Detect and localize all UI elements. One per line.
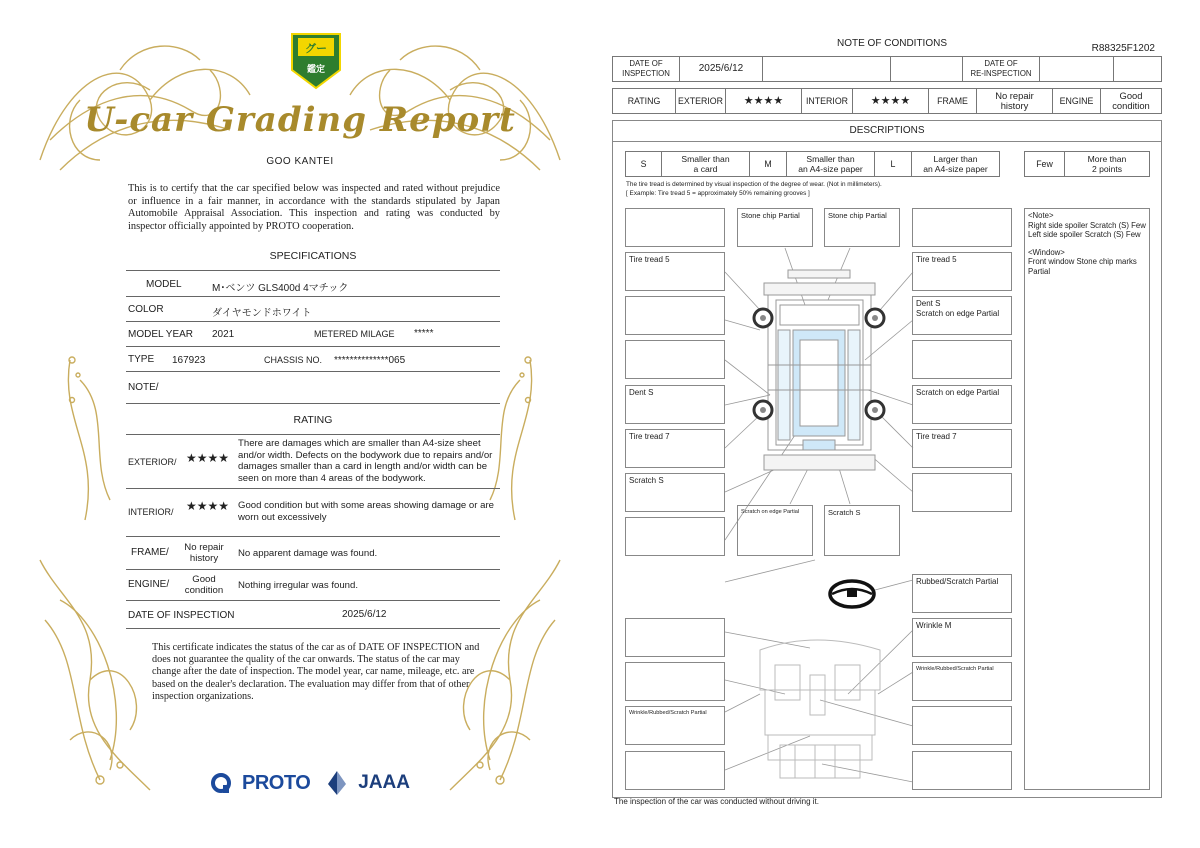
note-heading: <Note>: [1028, 211, 1054, 220]
legend-l: L: [875, 152, 912, 176]
diagram-box-tire-tread-5-left: Tire tread 5: [625, 252, 725, 291]
brand-name: GOO KANTEI: [266, 156, 334, 167]
proto-logo-text: PROTO: [242, 771, 311, 794]
engine-label: ENGINE/: [128, 579, 170, 590]
note-of-conditions-page: [600, 0, 1200, 848]
goo-kantei-badge-icon: [288, 30, 344, 90]
spec-row-note: [126, 372, 500, 404]
reinspection-label-1: DATE OF: [984, 59, 1018, 68]
rating-row-frame: [126, 537, 500, 570]
dent-s-right-line2: Scratch on edge Partial: [916, 309, 1000, 318]
diagram-box-wrinkle-rubbed-left: Wrinkle/Rubbed/Scratch Partial: [625, 706, 725, 745]
legend-s-desc-1: Smaller than: [681, 154, 730, 164]
diagram-box-wrinkle-rubbed-right: Wrinkle/Rubbed/Scratch Partial: [912, 662, 1012, 701]
badge-top-text: グー: [305, 43, 327, 55]
interior-stars: ★★★★: [186, 499, 230, 513]
spec-row-model-year: [126, 322, 500, 347]
certify-text: This is to certify that the car specified below was inspected and rated without prejudice or influence in a fair manner, in accordance with the standards stipulated by Japan Automobile Appraisal Association. This inspection and rating was conducted by inspector officially appointed by PROTO cooperation.: [128, 183, 500, 232]
mileage-value: *****: [414, 328, 434, 339]
model-year-label: MODEL YEAR: [128, 329, 194, 340]
engine-desc: Nothing irregular was found.: [238, 580, 358, 591]
diagram-box-empty: [625, 296, 725, 335]
engine-value-line1: Good: [192, 574, 216, 585]
descriptions-heading: DESCRIPTIONS: [612, 120, 1162, 142]
diagram-box-stone-chip-1: Stone chip Partial: [737, 208, 813, 247]
diagram-box-tire-tread-7-left: Tire tread 7: [625, 429, 725, 468]
color-label: COLOR: [128, 304, 164, 315]
badge-bottom-text: 鑑定: [306, 64, 325, 74]
tire-note-2: [ Example: Tire tread 5 = approximately 50% remaining grooves ]: [626, 190, 810, 197]
diagram-box-scratch-edge-right: Scratch on edge Partial: [912, 385, 1012, 424]
frame-value-line2: history: [189, 553, 219, 564]
diagram-box-scratch-edge-bottom: Scratch on edge Partial: [737, 505, 813, 556]
jaaa-logo-text: JAAA: [358, 772, 410, 793]
model-label: MODEL: [146, 279, 182, 290]
exterior-stars: ★★★★: [726, 89, 802, 113]
diagram-box-wrinkle-m: Wrinkle M: [912, 618, 1012, 657]
rating-heading: RATING: [293, 414, 333, 426]
legend-s: S: [626, 152, 662, 176]
proto-logo-icon: [210, 772, 232, 794]
legend-l-desc-1: Larger than: [933, 154, 978, 164]
diagram-box-dent-s-left: Dent S: [625, 385, 725, 424]
frame-label: FRAME/: [131, 547, 169, 558]
jaaa-logo-icon: [326, 770, 348, 796]
date-label-1: DATE OF: [629, 59, 663, 68]
dent-s-right-line1: Dent S: [916, 299, 941, 308]
exterior-label: EXTERIOR/: [128, 457, 177, 467]
spec-row-color: [126, 297, 500, 322]
inspection-footer: The inspection of the car was conducted without driving it.: [614, 797, 819, 806]
legend-m-desc-1: Smaller than: [806, 154, 855, 164]
diagram-box-dent-s-right: [912, 296, 1012, 335]
diagram-box-empty: [912, 208, 1012, 247]
note-label: NOTE/: [128, 382, 159, 393]
chassis-label: CHASSIS NO.: [264, 355, 323, 365]
legend-m: M: [750, 152, 787, 176]
note-item: Right side spoiler Scratch (S) Few: [1028, 220, 1146, 230]
model-value: M･ベンツ GLS400d 4マチック: [212, 283, 349, 294]
engine-value-2: condition: [1112, 100, 1150, 111]
diagram-box-empty: [912, 473, 1012, 512]
engine-value-1: Good: [1119, 90, 1143, 101]
exterior-stars: ★★★★: [186, 451, 230, 465]
date-of-inspection-value: 2025/6/12: [342, 609, 387, 620]
exterior-label: EXTERIOR: [676, 89, 726, 113]
diagram-box-tire-tread-5-right: Tire tread 5: [912, 252, 1012, 291]
frame-label: FRAME: [929, 89, 977, 113]
diagram-box-stone-chip-2: Stone chip Partial: [824, 208, 900, 247]
spec-row-type: [126, 347, 500, 372]
model-year-value: 2021: [212, 329, 235, 340]
frame-value-2: history: [1000, 100, 1029, 111]
spec-row-model: [126, 271, 500, 297]
interior-label: INTERIOR/: [128, 507, 174, 517]
rating-row-interior: [126, 489, 500, 537]
frame-value-line1: No repair: [184, 542, 224, 553]
frame-value-1: No repair: [995, 90, 1034, 101]
frame-desc: No apparent damage was found.: [238, 548, 378, 559]
steering-wheel-icon: [830, 581, 874, 607]
interior-label: INTERIOR: [802, 89, 853, 113]
legend-few: Few: [1025, 152, 1065, 176]
diagram-box-empty: [625, 751, 725, 790]
diagram-box-empty: [625, 618, 725, 657]
report-title: U-car Grading Report: [84, 100, 516, 140]
diagram-box-scratch-s-left: Scratch S: [625, 473, 725, 512]
legend-s-desc-2: a card: [693, 164, 718, 174]
diagram-box-empty: [625, 517, 725, 556]
legend-few-desc-1: More than: [1087, 154, 1127, 164]
window-item: Front window Stone chip marks Partial: [1028, 257, 1137, 276]
diagram-box-empty: [912, 706, 1012, 745]
chassis-value: **************065: [334, 355, 406, 366]
diagram-box-empty: [912, 340, 1012, 379]
diagram-box-tire-tread-7-right: Tire tread 7: [912, 429, 1012, 468]
interior-stars: ★★★★: [853, 89, 929, 113]
legend-m-desc-2: an A4-size paper: [798, 164, 863, 174]
legend-l-desc-2: an A4-size paper: [923, 164, 988, 174]
legend-few-desc-2: 2 points: [1091, 164, 1123, 174]
doc-title: NOTE OF CONDITIONS: [837, 38, 947, 49]
doc-number: R88325F1202: [1091, 43, 1155, 54]
rating-row-engine: [126, 570, 500, 601]
diagram-box-empty: [912, 751, 1012, 790]
diagram-box-empty: [625, 340, 725, 379]
rating-row-date: [126, 601, 500, 629]
diagram-box-scratch-s-bottom: Scratch S: [824, 505, 900, 556]
note-item: Left side spoiler Scratch (S) Few: [1028, 230, 1141, 240]
certificate-disclaimer: This certificate indicates the status of the car as of DATE OF INSPECTION and does not guarantee the quality of the car onwards. The status of the car may change after the date of inspection. The model year, car name, mileage, etc. are based on the dealer's declaration. The evaluation may differ from that of other inspection organizations.: [152, 642, 480, 702]
engine-value-line2: condition: [184, 585, 224, 596]
tire-note-1: The tire tread is determined by visual inspection of the degree of wear. (Not in millimeters).: [626, 181, 882, 188]
mileage-label: METERED MILAGE: [314, 329, 395, 339]
specifications-heading: SPECIFICATIONS: [269, 250, 357, 262]
reinspection-label-2: RE-INSPECTION: [970, 69, 1032, 78]
diagram-box-empty: [625, 662, 725, 701]
type-value: 167923: [172, 355, 206, 366]
rating-row-exterior: [126, 435, 500, 489]
window-heading: <Window>: [1028, 247, 1065, 257]
diagram-box-empty: [625, 208, 725, 247]
type-label: TYPE: [128, 354, 155, 365]
diagram-box-rubbed-scratch: Rubbed/Scratch Partial: [912, 574, 1012, 613]
date-of-inspection-label: DATE OF INSPECTION: [128, 610, 235, 621]
notes-panel: [1024, 208, 1150, 790]
color-value: ダイヤモンドホワイト: [212, 308, 312, 319]
interior-desc: Good condition but with some areas showing damage or are worn out excessively: [238, 500, 494, 523]
logos: [210, 770, 410, 796]
date-label-2: INSPECTION: [622, 69, 670, 78]
engine-label: ENGINE: [1053, 89, 1101, 113]
exterior-desc: There are damages which are smaller than A4-size sheet and/or width. Defects on the bodywork due to repairs and/or damages smaller than a card in length and/or width can be seen on more than 4 areas of the bodywork.: [238, 438, 493, 484]
rating-label: RATING: [613, 89, 676, 113]
date-of-inspection-value: 2025/6/12: [680, 57, 763, 81]
